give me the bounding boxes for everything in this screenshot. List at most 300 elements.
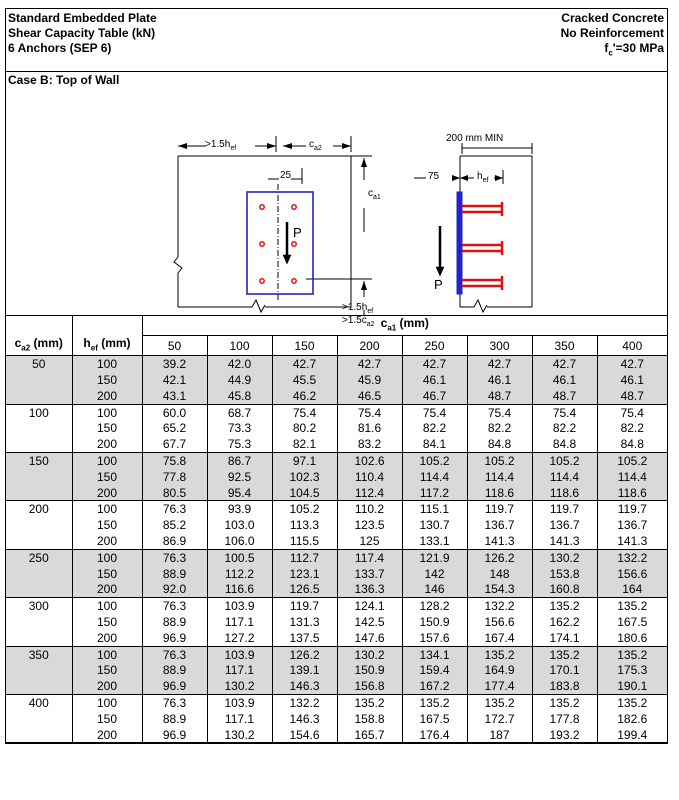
capacity-value-cell: 183.8 (532, 678, 597, 694)
capacity-value-cell: 117.1 (207, 711, 272, 727)
hef-cell: 150 (72, 372, 142, 388)
capacity-value-cell: 42.7 (402, 356, 467, 372)
capacity-value-cell: 75.4 (402, 404, 467, 420)
capacity-value-cell: 103.0 (207, 517, 272, 533)
capacity-value-cell: 46.1 (467, 372, 532, 388)
capacity-value-cell: 141.3 (532, 533, 597, 549)
ca2-cell (6, 485, 72, 501)
capacity-value-cell: 126.5 (272, 581, 337, 597)
table-body (6, 316, 667, 743)
capacity-value-cell: 42.7 (337, 356, 402, 372)
capacity-value-cell: 133.7 (337, 566, 402, 582)
table-row (6, 711, 667, 727)
capacity-value-cell: 154.3 (467, 581, 532, 597)
capacity-value-cell: 132.2 (272, 695, 337, 711)
capacity-value-cell: 156.8 (337, 678, 402, 694)
ca1-value-header: 350 (532, 336, 597, 356)
capacity-value-cell: 112.2 (207, 566, 272, 582)
capacity-value-cell: 142 (402, 566, 467, 582)
capacity-value-cell: 164.9 (467, 662, 532, 678)
title-line-1: Standard Embedded Plate (8, 11, 157, 25)
capacity-value-cell: 114.4 (467, 469, 532, 485)
capacity-value-cell: 136.7 (597, 517, 667, 533)
capacity-value-cell: 88.9 (142, 614, 207, 630)
capacity-value-cell: 83.2 (337, 436, 402, 452)
title-line-3: 6 Anchors (SEP 6) (8, 41, 112, 55)
ca1-value-header: 250 (402, 336, 467, 356)
capacity-value-cell: 135.2 (467, 646, 532, 662)
capacity-value-cell: 48.7 (532, 388, 597, 404)
capacity-value-cell: 150.9 (337, 662, 402, 678)
ca2-cell: 100 (28, 405, 49, 420)
hef-cell: 100 (72, 501, 142, 517)
capacity-value-cell: 177.4 (467, 678, 532, 694)
capacity-value-cell: 92.5 (207, 469, 272, 485)
capacity-value-cell: 42.1 (142, 372, 207, 388)
dim-hef-label: $h_{ef}$ (477, 171, 489, 184)
capacity-value-cell: 85.2 (142, 517, 207, 533)
capacity-value-cell: 135.2 (597, 695, 667, 711)
concrete-condition: Cracked Concrete (561, 11, 664, 25)
capacity-value-cell: 95.4 (207, 485, 272, 501)
table-row (6, 646, 667, 662)
hef-cell: 200 (72, 727, 142, 743)
load-arrow (283, 222, 291, 264)
capacity-value-cell: 76.3 (142, 501, 207, 517)
capacity-value-cell: 75.4 (272, 404, 337, 420)
hef-cell: 200 (72, 630, 142, 646)
capacity-value-cell: 177.8 (532, 711, 597, 727)
capacity-value-cell: 141.3 (597, 533, 667, 549)
capacity-value-cell: 180.6 (597, 630, 667, 646)
ca2-cell (6, 420, 72, 436)
capacity-value-cell: 102.3 (272, 469, 337, 485)
capacity-value-cell: 88.9 (142, 711, 207, 727)
hef-cell: 150 (72, 662, 142, 678)
hef-column-header: $h_{ef}$ (mm) (72, 336, 142, 356)
ca2-cell: 200 (28, 502, 49, 517)
capacity-value-cell: 102.6 (337, 453, 402, 469)
capacity-value-cell: 146 (402, 581, 467, 597)
capacity-value-cell: 105.2 (532, 453, 597, 469)
capacity-value-cell: 105.2 (272, 501, 337, 517)
capacity-value-cell: 119.7 (272, 598, 337, 614)
capacity-value-cell: 115.1 (402, 501, 467, 517)
capacity-value-cell: 45.5 (272, 372, 337, 388)
hef-cell: 200 (72, 388, 142, 404)
capacity-value-cell: 113.3 (272, 517, 337, 533)
capacity-value-cell: 124.1 (337, 598, 402, 614)
capacity-value-cell: 128.2 (402, 598, 467, 614)
capacity-value-cell: 46.7 (402, 388, 467, 404)
dim-ca1-label: $c_{a1}$ (368, 188, 381, 201)
section-plate (457, 192, 462, 294)
ca1-value-header: 200 (337, 336, 402, 356)
capacity-value-cell: 103.9 (207, 646, 272, 662)
capacity-value-cell: 123.1 (272, 566, 337, 582)
capacity-value-cell: 46.5 (337, 388, 402, 404)
capacity-value-cell: 82.2 (467, 420, 532, 436)
capacity-value-cell: 110.2 (337, 501, 402, 517)
capacity-value-cell: 104.5 (272, 485, 337, 501)
capacity-value-cell: 42.7 (597, 356, 667, 372)
capacity-value-cell: 135.2 (402, 695, 467, 711)
dim-25-label: 25 (280, 170, 292, 181)
table-row (6, 662, 667, 678)
capacity-value-cell: 112.4 (337, 485, 402, 501)
table-row (6, 372, 667, 388)
hef-cell: 200 (72, 533, 142, 549)
capacity-value-cell: 82.2 (402, 420, 467, 436)
capacity-value-cell: 137.5 (272, 630, 337, 646)
capacity-value-cell: 172.7 (467, 711, 532, 727)
table-row (6, 598, 667, 614)
table-header-row-1 (6, 316, 667, 336)
capacity-value-cell: 148 (467, 566, 532, 582)
capacity-value-cell: 97.1 (272, 453, 337, 469)
capacity-value-cell: 114.4 (597, 469, 667, 485)
capacity-value-cell: 187 (467, 727, 532, 743)
hef-cell: 150 (72, 566, 142, 582)
capacity-value-cell: 80.5 (142, 485, 207, 501)
table-row (6, 436, 667, 452)
capacity-value-cell: 142.5 (337, 614, 402, 630)
hef-cell: 100 (72, 404, 142, 420)
capacity-value-cell: 105.2 (402, 453, 467, 469)
ca2-cell (6, 469, 72, 485)
hef-cell: 100 (72, 549, 142, 565)
capacity-value-cell: 73.3 (207, 420, 272, 436)
capacity-value-cell: 132.2 (597, 549, 667, 565)
capacity-value-cell: 156.6 (597, 566, 667, 582)
capacity-value-cell: 135.2 (597, 646, 667, 662)
capacity-value-cell: 130.2 (207, 678, 272, 694)
capacity-value-cell: 146.3 (272, 678, 337, 694)
capacity-value-cell: 115.5 (272, 533, 337, 549)
hef-cell: 150 (72, 614, 142, 630)
capacity-value-cell: 117.4 (337, 549, 402, 565)
dimension-arrows (178, 143, 367, 290)
reinforcement-condition: No Reinforcement (560, 26, 664, 40)
capacity-value-cell: 48.7 (467, 388, 532, 404)
capacity-value-cell: 136.3 (337, 581, 402, 597)
header-right (561, 11, 664, 60)
ca2-cell (6, 581, 72, 597)
diagram-drawing (6, 72, 667, 315)
capacity-value-cell: 100.5 (207, 549, 272, 565)
capacity-value-cell: 199.4 (597, 727, 667, 743)
capacity-value-cell: 39.2 (142, 356, 207, 372)
capacity-value-cell: 135.2 (532, 598, 597, 614)
table-row (6, 695, 667, 711)
hef-cell: 150 (72, 711, 142, 727)
capacity-value-cell: 158.8 (337, 711, 402, 727)
capacity-value-cell: 119.7 (597, 501, 667, 517)
table-row (6, 404, 667, 420)
capacity-value-cell: 118.6 (532, 485, 597, 501)
dim-bottom-label-1: $>1.5h_{ef}$ (342, 302, 374, 315)
capacity-value-cell: 46.2 (272, 388, 337, 404)
capacity-value-cell: 116.6 (207, 581, 272, 597)
capacity-value-cell: 123.5 (337, 517, 402, 533)
ca1-value-header: 150 (272, 336, 337, 356)
capacity-value-cell: 88.9 (142, 662, 207, 678)
capacity-value-cell: 147.6 (337, 630, 402, 646)
capacity-value-cell: 82.1 (272, 436, 337, 452)
header-left (8, 11, 157, 56)
table-row (6, 453, 667, 469)
hef-cell: 200 (72, 678, 142, 694)
table-row (6, 517, 667, 533)
capacity-value-cell: 75.3 (207, 436, 272, 452)
capacity-value-cell: 105.2 (467, 453, 532, 469)
capacity-value-cell: 103.9 (207, 695, 272, 711)
dim-15hef-label: $>1.5h_{ef}$ (205, 139, 237, 152)
capacity-value-cell: 135.2 (597, 598, 667, 614)
hef-cell: 150 (72, 420, 142, 436)
capacity-value-cell: 114.4 (402, 469, 467, 485)
capacity-value-cell: 65.2 (142, 420, 207, 436)
capacity-value-cell: 84.8 (597, 436, 667, 452)
title-line-2: Shear Capacity Table (kN) (8, 26, 156, 40)
dim-bottom-label-2: $>1.5c_{a2}$ (342, 315, 375, 328)
ca2-cell: 150 (6, 453, 72, 469)
hef-cell: 200 (72, 485, 142, 501)
embedded-plate (247, 192, 313, 294)
concrete-strength: $f_c'=30$ MPa (604, 41, 664, 58)
ca2-cell (6, 614, 72, 630)
table-row (6, 630, 667, 646)
capacity-value-cell: 84.8 (467, 436, 532, 452)
capacity-value-cell: 76.3 (142, 549, 207, 565)
ca2-cell (6, 372, 72, 388)
capacity-value-cell: 182.6 (597, 711, 667, 727)
table-row (6, 533, 667, 549)
ca2-cell (6, 662, 72, 678)
capacity-value-cell: 68.7 (207, 404, 272, 420)
capacity-table (6, 316, 667, 743)
capacity-value-cell: 130.2 (207, 727, 272, 743)
hef-cell: 100 (72, 646, 142, 662)
capacity-value-cell: 67.7 (142, 436, 207, 452)
dim-75-label: 75 (428, 171, 440, 182)
capacity-value-cell: 141.3 (467, 533, 532, 549)
spec-sheet (5, 8, 668, 744)
capacity-value-cell: 46.1 (597, 372, 667, 388)
capacity-value-cell: 106.0 (207, 533, 272, 549)
capacity-value-cell: 118.6 (597, 485, 667, 501)
capacity-value-cell: 135.2 (532, 695, 597, 711)
capacity-value-cell: 45.8 (207, 388, 272, 404)
capacity-value-cell: 130.2 (337, 646, 402, 662)
table-row (6, 566, 667, 582)
ca2-cell (6, 436, 72, 452)
capacity-value-cell: 126.2 (467, 549, 532, 565)
section-load-arrow (436, 226, 444, 276)
table-row (6, 727, 667, 743)
capacity-value-cell: 75.4 (532, 404, 597, 420)
capacity-value-cell: 75.8 (142, 453, 207, 469)
ca2-cell (6, 533, 72, 549)
capacity-value-cell: 167.2 (402, 678, 467, 694)
capacity-value-cell: 86.7 (207, 453, 272, 469)
capacity-value-cell: 44.9 (207, 372, 272, 388)
table-header-row-2 (6, 336, 667, 356)
capacity-value-cell: 167.5 (597, 614, 667, 630)
capacity-value-cell: 77.8 (142, 469, 207, 485)
table-row (6, 614, 667, 630)
capacity-value-cell: 117.1 (207, 662, 272, 678)
capacity-value-cell: 45.9 (337, 372, 402, 388)
capacity-value-cell: 135.2 (532, 646, 597, 662)
capacity-value-cell: 88.9 (142, 566, 207, 582)
capacity-value-cell: 76.3 (142, 646, 207, 662)
ca2-cell: 350 (6, 646, 72, 662)
capacity-value-cell: 167.5 (402, 711, 467, 727)
table-row (6, 549, 667, 565)
capacity-value-cell: 162.2 (532, 614, 597, 630)
header (6, 9, 667, 72)
capacity-value-cell: 174.1 (532, 630, 597, 646)
capacity-value-cell: 46.1 (402, 372, 467, 388)
capacity-value-cell: 96.9 (142, 630, 207, 646)
ca1-header: $c_{a1}$ (mm) (142, 316, 667, 336)
capacity-value-cell: 135.2 (467, 695, 532, 711)
capacity-value-cell: 46.1 (532, 372, 597, 388)
capacity-value-cell: 134.1 (402, 646, 467, 662)
capacity-value-cell: 156.6 (467, 614, 532, 630)
capacity-value-cell: 82.2 (532, 420, 597, 436)
ca2-cell: 400 (28, 695, 49, 710)
capacity-value-cell: 80.2 (272, 420, 337, 436)
capacity-value-cell: 92.0 (142, 581, 207, 597)
capacity-value-cell: 136.7 (532, 517, 597, 533)
header-blank (72, 316, 142, 336)
capacity-value-cell: 119.7 (532, 501, 597, 517)
hef-cell: 100 (72, 598, 142, 614)
ca1-value-header: 300 (467, 336, 532, 356)
capacity-value-cell: 76.3 (142, 598, 207, 614)
table-row (6, 581, 667, 597)
ca2-cell (6, 630, 72, 646)
hef-cell: 100 (72, 695, 142, 711)
capacity-value-cell: 105.2 (597, 453, 667, 469)
capacity-value-cell: 165.7 (337, 727, 402, 743)
capacity-value-cell: 112.7 (272, 549, 337, 565)
table-row (6, 388, 667, 404)
hef-cell: 100 (72, 453, 142, 469)
capacity-value-cell: 150.9 (402, 614, 467, 630)
capacity-value-cell: 93.9 (207, 501, 272, 517)
capacity-value-cell: 133.1 (402, 533, 467, 549)
capacity-value-cell: 121.9 (402, 549, 467, 565)
capacity-value-cell: 130.7 (402, 517, 467, 533)
capacity-value-cell: 84.8 (532, 436, 597, 452)
capacity-value-cell: 42.7 (467, 356, 532, 372)
capacity-value-cell: 160.8 (532, 581, 597, 597)
capacity-value-cell: 119.7 (467, 501, 532, 517)
hef-cell: 150 (72, 517, 142, 533)
dim-200min-label: 200 mm MIN (446, 133, 504, 144)
header-blank (6, 316, 72, 336)
ca2-cell (6, 711, 72, 727)
capacity-value-cell: 75.4 (597, 404, 667, 420)
section-anchors (462, 202, 502, 290)
capacity-value-cell: 42.0 (207, 356, 272, 372)
capacity-value-cell: 43.1 (142, 388, 207, 404)
ca2-cell: 50 (6, 356, 72, 372)
capacity-value-cell: 170.1 (532, 662, 597, 678)
capacity-value-cell: 117.1 (207, 614, 272, 630)
capacity-value-cell: 82.2 (597, 420, 667, 436)
ca2-cell: 300 (28, 599, 49, 614)
section-load-p-label: P (434, 277, 443, 292)
capacity-value-cell: 153.8 (532, 566, 597, 582)
ca2-cell (6, 727, 72, 743)
capacity-value-cell: 86.9 (142, 533, 207, 549)
case-label: Case B: Top of Wall (8, 73, 120, 87)
capacity-value-cell: 157.6 (402, 630, 467, 646)
capacity-value-cell: 125 (337, 533, 402, 549)
capacity-value-cell: 193.2 (532, 727, 597, 743)
hef-cell: 200 (72, 581, 142, 597)
capacity-value-cell: 48.7 (597, 388, 667, 404)
capacity-value-cell: 159.4 (402, 662, 467, 678)
capacity-value-cell: 131.3 (272, 614, 337, 630)
capacity-value-cell: 75.4 (467, 404, 532, 420)
hef-cell: 150 (72, 469, 142, 485)
capacity-value-cell: 96.9 (142, 727, 207, 743)
ca2-cell (6, 517, 72, 533)
table-row (6, 356, 667, 372)
hef-cell: 200 (72, 436, 142, 452)
capacity-value-cell: 127.2 (207, 630, 272, 646)
table-row (6, 501, 667, 517)
ca2-column-header: $c_{a2}$ (mm) (6, 336, 72, 356)
capacity-value-cell: 176.4 (402, 727, 467, 743)
dim-ca2-label: $c_{a2}$ (309, 139, 322, 152)
table-row (6, 469, 667, 485)
ca2-cell (6, 388, 72, 404)
capacity-value-cell: 146.3 (272, 711, 337, 727)
wall-elevation (174, 136, 372, 315)
capacity-value-cell: 136.7 (467, 517, 532, 533)
ca2-cell: 250 (6, 549, 72, 565)
capacity-value-cell: 42.7 (532, 356, 597, 372)
table-row (6, 678, 667, 694)
capacity-value-cell: 117.2 (402, 485, 467, 501)
capacity-value-cell: 154.6 (272, 727, 337, 743)
capacity-value-cell: 118.6 (467, 485, 532, 501)
ca2-cell (6, 678, 72, 694)
capacity-value-cell: 42.7 (272, 356, 337, 372)
ca2-cell (6, 566, 72, 582)
capacity-value-cell: 84.1 (402, 436, 467, 452)
table-row (6, 420, 667, 436)
capacity-value-cell: 60.0 (142, 404, 207, 420)
hef-cell: 100 (72, 356, 142, 372)
capacity-value-cell: 114.4 (532, 469, 597, 485)
capacity-value-cell: 132.2 (467, 598, 532, 614)
capacity-value-cell: 76.3 (142, 695, 207, 711)
capacity-value-cell: 164 (597, 581, 667, 597)
ca1-value-header: 400 (597, 336, 667, 356)
capacity-value-cell: 190.1 (597, 678, 667, 694)
capacity-value-cell: 103.9 (207, 598, 272, 614)
table-row (6, 485, 667, 501)
load-p-label: P (293, 225, 302, 240)
capacity-value-cell: 96.9 (142, 678, 207, 694)
